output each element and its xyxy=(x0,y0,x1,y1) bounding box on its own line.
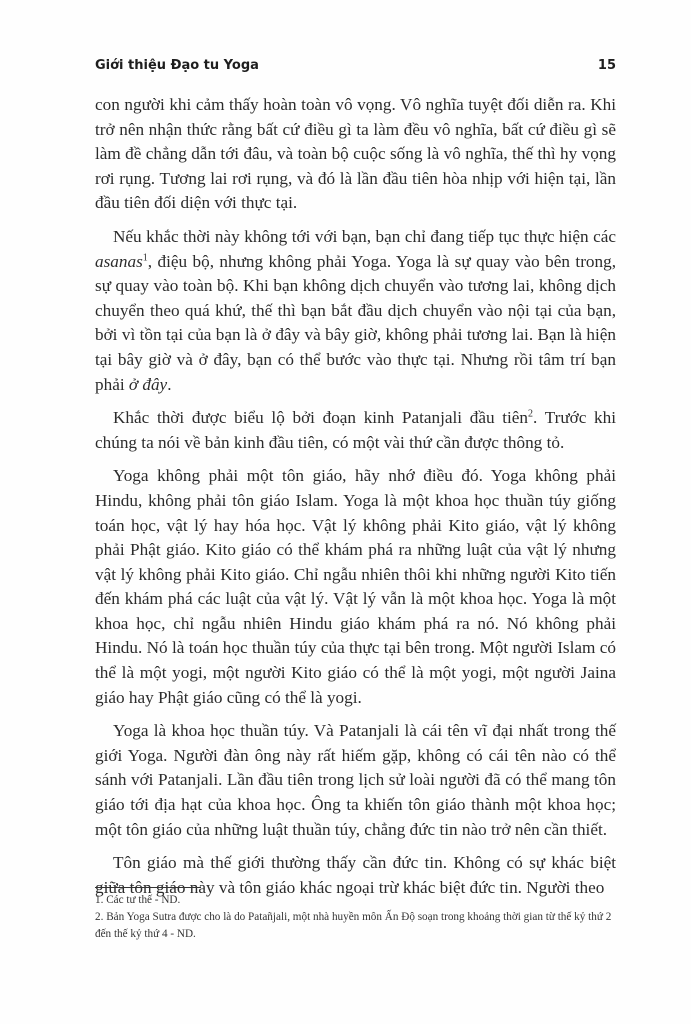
paragraph xyxy=(95,406,616,455)
paragraph: Yoga không phải một tôn giáo, hãy nhớ điều đó. Yoga không phải Hindu, không phải tôn giáo Islam. Yoga là một khoa học thuần túy giống toán học, vật lý hay hóa học. Vật lý không phải Kito giáo, vật lý không phải Phật giáo. Kito giáo có thể khám phá ra những luật của vật lý nhưng vật lý không phải Kito giáo. Chỉ ngẫu nhiên thôi khi những người Kito tiến đến khám phá các luật của vật lý. Vật lý vẫn là một khoa học. Yoga là một khoa học, chỉ ngẫu nhiên Hindu giáo khám phá ra nó. Nó không phải Hindu. Nó là toán học thuần túy của thực tại bên trong. Một người Islam có thể là một yogi, một người Kito giáo có thể là một yogi, một người Jaina giáo hay Phật giáo cũng có thể là yogi. xyxy=(95,466,616,707)
footnotes xyxy=(95,892,616,943)
text-run: Khắc thời được biểu lộ bởi đoạn kinh Patanjali đầu tiên xyxy=(113,408,529,428)
footnote-1: 1. Các tư thế - ND. xyxy=(95,894,181,906)
footnote-divider xyxy=(95,887,201,888)
text-run: Nếu khắc thời này không tới với bạn, bạn chỉ đang tiếp tục thực hiện các xyxy=(113,226,616,246)
footnote-ref-1[interactable]: 1 xyxy=(142,251,148,263)
footnote-ref-2[interactable]: 2 xyxy=(528,408,534,420)
page-number: 15 xyxy=(597,58,616,73)
body-text xyxy=(95,93,616,900)
paragraph: Yoga là khoa học thuần túy. Và Patanjali là cái tên vĩ đại nhất trong thế giới Yoga. Người đàn ông này rất hiếm gặp, không có cái tên nào có thể sánh với Patanjali. Lần đầu tiên trong lịch sử loài người đã có thể mang tôn giáo tới địa hạt của khoa học. Ông ta khiến tôn giáo thành một khoa học; một tôn giáo của những luật thuần túy, chẳng đức tin nào trở nên cần thiết. xyxy=(95,721,616,839)
text-run: , điệu bộ, nhưng không phải Yoga. Yoga là sự quay vào bên trong, sự quay vào toàn bộ. Khi bạn không dịch chuyển vào tương lai, không dịch chuyển theo quá khứ, thế thì bạn bắt đầu dịch chuyển vào nội tại của bạn, bởi vì tồn tại của bạn là ở đây và bây giờ, không phải tương lai. Bạn là hiện tại bây giờ và ở đây, bạn có thể bước vào thực tại. Nhưng rồi tâm trí bạn phải xyxy=(95,251,616,394)
chapter-title: Giới thiệu Đạo tu Yoga xyxy=(95,58,259,73)
italic-term: ở đây xyxy=(128,374,168,394)
paragraph: Tôn giáo mà thế giới thường thấy cần đức tin. Không có sự khác biệt giữa tôn giáo này và tôn giáo khác ngoại trừ khác biệt đức tin. Người theo xyxy=(95,853,616,897)
text-run: . xyxy=(167,374,172,394)
footnote-2: 2. Bản Yoga Sutra được cho là do Patañjali, một nhà huyền môn Ấn Độ soạn trong khoảng thời gian từ thế kỷ thứ 2 đến thế kỷ thứ 4 - ND. xyxy=(95,911,612,940)
running-header xyxy=(95,58,616,73)
paragraph xyxy=(95,225,616,397)
paragraph: con người khi cảm thấy hoàn toàn vô vọng. Vô nghĩa tuyệt đối diễn ra. Khi trở nên nhận thức rằng bất cứ điều gì ta làm đều vô nghĩa, bất cứ điều gì sẽ làm đề chẳng dẫn tới đâu, và toàn bộ cuộc sống là vô nghĩa, thế thì hy vọng rơi rụng. Tương lai rơi rụng, và đó là lần đầu tiên hòa nhịp với hiện tại, lần đầu tiên đối diện với thực tại. xyxy=(95,95,616,213)
text-run: . Trước khi chúng ta nói về bản kinh đầu tiên, có một vài thứ cần được thông tỏ. xyxy=(95,408,616,452)
italic-term: asanas xyxy=(95,251,143,271)
